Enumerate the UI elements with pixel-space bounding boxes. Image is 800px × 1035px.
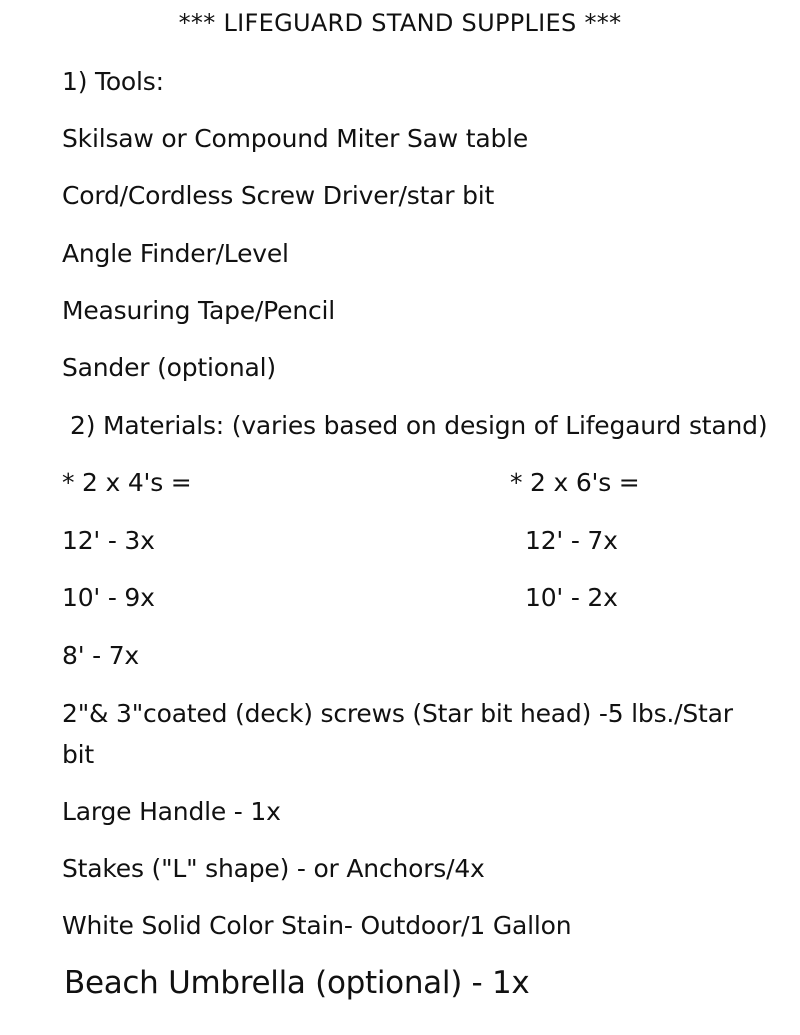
lumber-2x4-heading: * 2 x 4's = — [62, 468, 192, 497]
tool-item-angle-finder: Angle Finder/Level — [62, 239, 289, 268]
material-item-handle: Large Handle - 1x — [62, 797, 281, 826]
tool-item-measuring-tape: Measuring Tape/Pencil — [62, 296, 335, 325]
lumber-2x4-item: 8' - 7x — [62, 641, 139, 670]
tool-item-saw: Skilsaw or Compound Miter Saw table — [62, 124, 529, 153]
material-item-screws: 2"& 3"coated (deck) screws (Star bit head) -5 lbs./Star bit — [62, 699, 733, 769]
lumber-2x6-item: 12' - 7x — [525, 526, 618, 555]
material-item-stakes: Stakes ("L" shape) - or Anchors/4x — [62, 854, 485, 883]
material-item-stain: White Solid Color Stain- Outdoor/1 Gallon — [62, 911, 572, 940]
materials-heading: 2) Materials: (varies based on design of Lifegaurd stand) — [70, 411, 768, 440]
tools-heading: 1) Tools: — [62, 67, 164, 96]
document-title: *** LIFEGUARD STAND SUPPLIES *** — [178, 9, 622, 37]
lumber-2x6-item: 10' - 2x — [525, 583, 618, 612]
tool-item-screw-driver: Cord/Cordless Screw Driver/star bit — [62, 181, 495, 210]
lumber-2x4-item: 12' - 3x — [62, 526, 155, 555]
lumber-2x6-heading: * 2 x 6's = — [510, 468, 640, 497]
material-item-umbrella: Beach Umbrella (optional) - 1x — [64, 965, 530, 1001]
tool-item-sander: Sander (optional) — [62, 353, 276, 382]
lumber-2x4-item: 10' - 9x — [62, 583, 155, 612]
